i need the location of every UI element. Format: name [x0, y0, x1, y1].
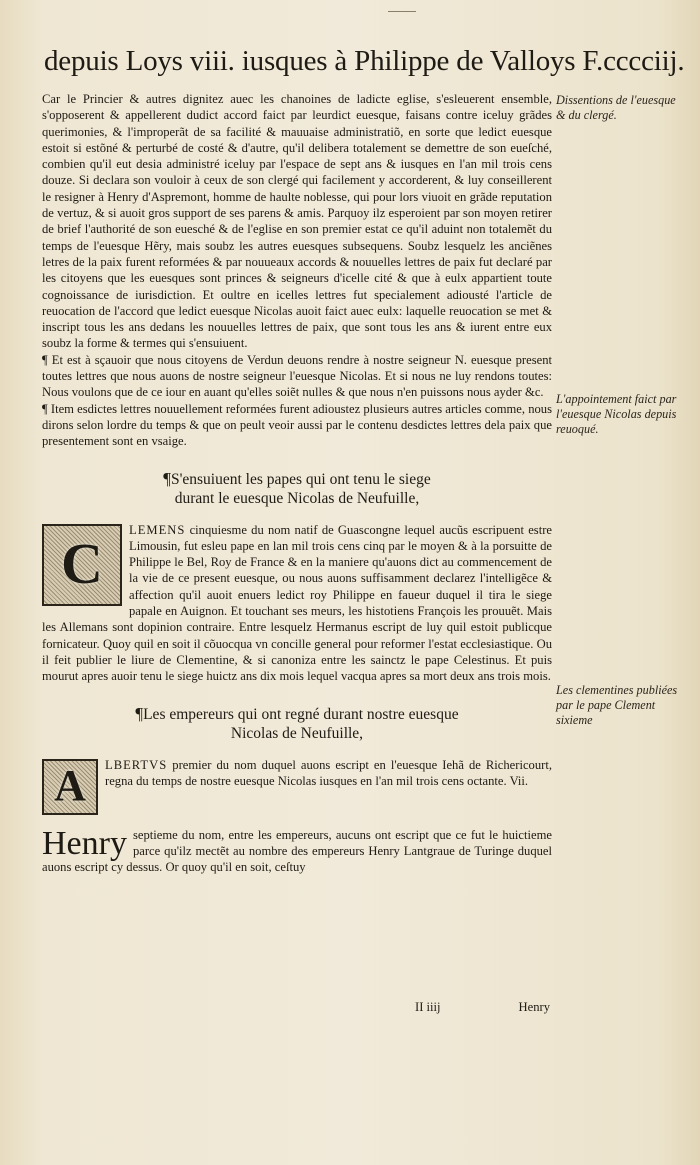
top-mark	[388, 11, 416, 12]
clemens-text: cinquiesme du nom natif de Guascongne lequel aucũs escripuent estre Limousin, fut esleu pape en lan mil trois cens cinq par le moyen & à la porsuitte de Philippe le Bel, Roy de France & en la maniere qu'auons dict au commencement de la vie de ce present euesque, ou nous auons suffisamment declarez l'intelligẽce & affection qu'il auoit enuers ledict roy Philippe en faueur duquel il tira le siege papale en Auignon. Et touchant ses meurs, les histotiens François les prouuẽt. Mais les Allemans sont dopinion contraire. Entre lesquelz Hermanus escript de luy quil estoit publicque fornicateur. Quoy quil en soit il cõuocqua vn concille general pour reformer l'estat ecclesiastique. Ou il feit publier le liure de Clementine, & si canoniza entre les sainctz le pape Celestinus. Et puis mourut apres auoir tenu le siege huictz ans dix mois lequel vacqua apres sa mort deux ans trois mois.	[42, 522, 552, 684]
pilcrow-icon: ¶	[163, 468, 171, 488]
heading-popes-line2: durant le euesque Nicolas de Neufuille,	[174, 489, 420, 507]
initial-letter: A	[54, 761, 86, 811]
footer-signature-line	[415, 1000, 550, 1015]
paragraph-albertus	[42, 757, 552, 817]
catchword: Henry	[518, 1000, 550, 1014]
heading-popes-line1: S'ensuiuent les papes qui ont tenu le siege	[170, 470, 431, 488]
clemens-lead: LEMENS	[129, 522, 186, 537]
running-head: depuis Loys viii. iusques à Philippe de Valloys F.cccciij.	[44, 45, 685, 77]
henry-large-word: Henry	[42, 824, 127, 862]
paragraph-chapter-dispute: Car le Princier & autres dignitez auec les chanoines de ladicte eglise, s'esleuerent ensemble, s'opposerent & appellerent dudict accord faict par leurdict euesque, faisans contre iceluy grãdes querimonies, & l'improperãt de sa facilité & mauuaise administratiõ, en sorte que ledict euesque estoit si estõné & perturbé de costé & d'autre, qu'il delibera totalement se demettre de son eueſché, combien qu'il eut desia administré iceluy par l'espace de sept ans & iusques en l'an mil trois cens douze. Si declara son vouloir à ceux de son clergé qui facilement y accorderent, & luy conseillerent le resigner à Henry d'Aspremont, homme de haulte noblesse, qui pour lors viuoit en grãde reputation de vertuz, & si auoit gros support de ses parens & amis. Parquoy ilz esperoient par son moyen retirer de brief l'authorité de son euesché & de l'eglise en son premier estat ce qu'il aduint non totalemẽt du temps de l'euesque Hẽry, mais soubz les autres euesques subsequens. Soubz lesquelz les anciẽnes letres de la paix furent reformées & par nouueaux accords & nouuelles lettres de paix fut declaré par les citoyens que les euesques sont princes & seigneurs d'icelle cité & que à eulx appartient toute cognoissance de iurisdiction. Et oultre en icelles lettres fut specialement adiousté l'article de reuocation de l'accord que ledict euesque Nicolas auoit faict auec eulx: laquelle reuocation se met & inscript tous les ans dedans les nouuelles lettres de paix, que sont tous les ans & iurent entre eux soubz la forme & termes qui s'ensuiuent.	[42, 92, 552, 351]
paragraph-clemens	[42, 522, 552, 685]
heading-emperors	[42, 704, 552, 743]
paragraph-citizens-oath: ¶ Et est à sçauoir que nous citoyens de Verdun deuons rendre à nostre seigneur N. euesque present toutes lettres que nous auons de nostre seigneur l'euesque Nicolas. Et si nous ne luy rendons toutes: Nous voulons que de ce iour en auant qu'elles soiẽt nulles & que nous n'en puissons nous ayder &c.	[42, 352, 552, 400]
margin-note-appointement: L'appointement faict par l'euesque Nicolas depuis reuoqué.	[556, 392, 677, 436]
heading-emperors-line1: Les empereurs qui ont regné durant nostre euesque	[143, 705, 459, 723]
heading-popes	[42, 469, 552, 508]
pilcrow-icon: ¶	[135, 703, 144, 723]
albertus-text: premier du nom duquel auons escript en l'euesque Iehã de Richericourt, regna du temps de nostre euesque Nicolas iusques en l'an mil trois cens octante. Vii.	[105, 757, 552, 788]
margin-note-dissentions: Dissentions de l'euesque & du clergé.	[556, 93, 676, 122]
henry-text: septieme du nom, entre les empereurs, aucuns ont escript que ce fut le huictieme parce qu'ilz mectẽt au nombre des empereurs Henry Lantgraue de Turinge duquel auons escript cy dessus. Or quoy qu'il en soit, ceſtuy	[42, 827, 552, 875]
decorated-initial-c	[42, 524, 122, 606]
signature-mark: II iiij	[415, 1000, 441, 1014]
paragraph-reformed-letters: ¶ Item esdictes lettres nouuellement reformées furent adioustez plusieurs autres articles comme, nous dirons selon lordre du temps & que on peult veoir aussi par le contenu desdictes lettres dela paix que presentement sont en vsaige.	[42, 401, 552, 449]
initial-letter: C	[61, 531, 103, 597]
main-text-column	[42, 91, 552, 875]
albertus-lead: LBERTVS	[105, 757, 168, 772]
margin-note-clementines: Les clementines publiées par le pape Clement sixieme	[556, 683, 678, 727]
paragraph-henry	[42, 824, 552, 876]
heading-emperors-line2: Nicolas de Neufuille,	[230, 724, 364, 742]
decorated-initial-a	[42, 759, 98, 815]
